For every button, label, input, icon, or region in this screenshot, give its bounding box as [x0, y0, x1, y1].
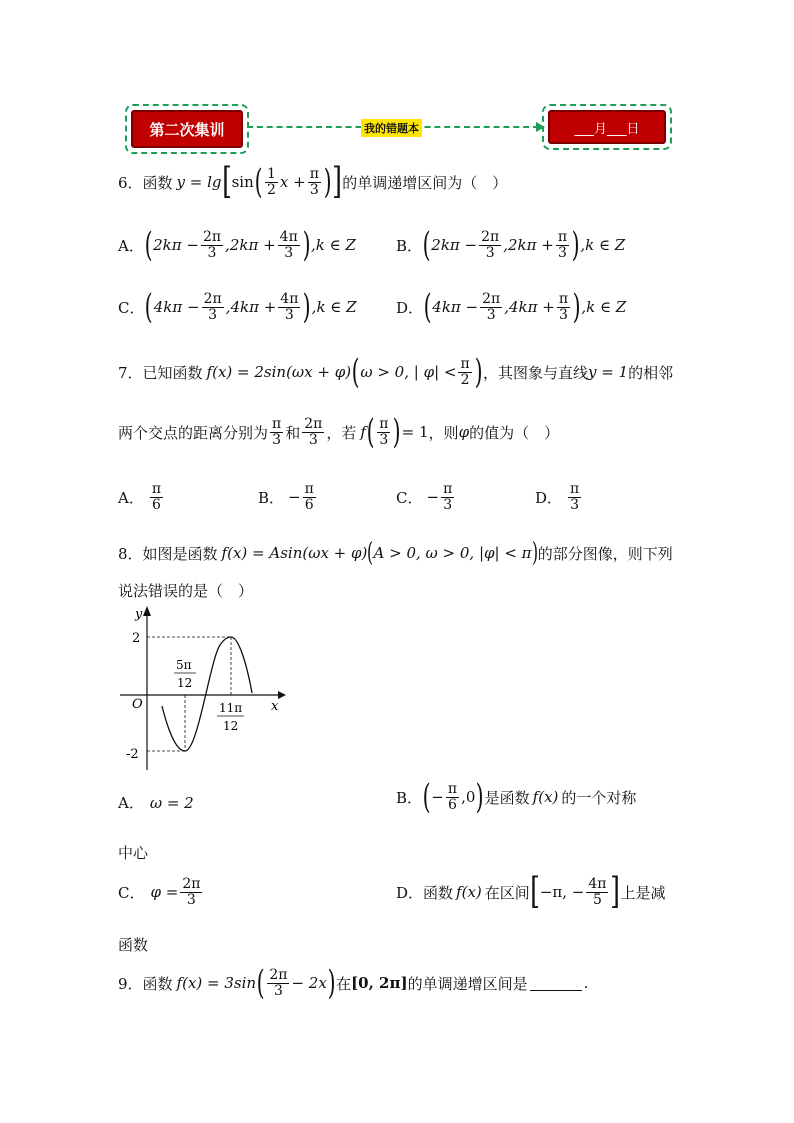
paren-close: ) — [572, 287, 581, 327]
q8-b-frac: $\frac{\pi}{6}$ — [447, 780, 458, 813]
q8-option-d-label: D． — [396, 883, 424, 902]
q8-paren-close: ) — [531, 538, 538, 568]
header-left-title: 第二次集训 — [131, 110, 243, 148]
q8-d-f: f(x) — [456, 883, 482, 901]
q8-b-paren-close: ) — [476, 777, 485, 817]
option-sign: − — [288, 488, 301, 507]
left-frac: $\frac{2\pi}{3}$ — [481, 228, 500, 261]
tail-term: ,k ∈ Z — [311, 298, 357, 316]
q8-line2: 说法错误的是（ ） — [118, 582, 254, 600]
q8-b-end: 的一个对称 — [561, 788, 637, 807]
left-frac: $\frac{2\pi}{3}$ — [202, 228, 222, 261]
option-label: D． — [535, 488, 563, 507]
mid-term: ,4kπ + — [225, 298, 277, 316]
option-label: D． — [396, 298, 424, 317]
tail-term: ,k ∈ Z — [580, 236, 626, 254]
q7-f: f — [360, 423, 366, 441]
q8-option-a[interactable] — [118, 792, 194, 813]
paren-open: ( — [423, 287, 432, 327]
option-frac: $\frac{\pi}{3}$ — [570, 481, 580, 513]
q8-d-end: 上是减 — [620, 883, 666, 902]
q9-answer-blank[interactable] — [530, 976, 582, 991]
tail-term: ,k ∈ Z — [311, 236, 356, 254]
question-8-line2 — [118, 580, 253, 601]
q8-func: f(x) = Asin(ωx + φ) — [221, 544, 368, 562]
y-tick-top: 2 — [132, 631, 141, 646]
left-term: 4kπ − — [153, 298, 200, 316]
q8-option-b[interactable] — [396, 777, 637, 817]
q9-end: . — [583, 974, 589, 992]
q7-paren-close: ) — [474, 352, 483, 392]
q6-frac-half: $\frac{1}{2}$ — [267, 165, 276, 198]
mistake-book-label: 我的错题本 — [361, 119, 422, 137]
left-term: 4kπ − — [432, 298, 479, 316]
q7-line2-prefix: 两个交点的距离分别为 — [118, 423, 269, 442]
header-left-box — [125, 104, 249, 154]
paren-close: ) — [303, 287, 312, 327]
q7-f-paren-close: ) — [393, 412, 402, 452]
q8-option-c[interactable] — [118, 877, 204, 907]
q7-prefix: 7．已知函数 — [118, 363, 203, 382]
q6-x: x + — [279, 173, 306, 191]
left-frac: $\frac{2\pi}{3}$ — [482, 290, 501, 323]
q8-c-frac: $\frac{2\pi}{3}$ — [182, 876, 201, 908]
tail-term: ,k ∈ Z — [581, 298, 627, 316]
q9-func: f(x) = 3sin — [176, 974, 257, 992]
q6-sin: sin — [231, 173, 254, 191]
q7-f-paren-open: ( — [366, 412, 375, 452]
right-frac: $\frac{\pi}{3}$ — [558, 290, 569, 323]
option-label: C． — [396, 488, 423, 507]
tick1-den: 12 — [177, 676, 193, 690]
q8-option-a-text: ω = 2 — [149, 793, 194, 812]
y-axis-arrow — [143, 606, 151, 616]
q8-d-frac: $\frac{4\pi}{5}$ — [588, 875, 607, 908]
q8-option-d-wrap — [118, 934, 148, 955]
q7-frac-2pi3: $\frac{2\pi}{3}$ — [304, 415, 323, 448]
right-frac: $\frac{4\pi}{3}$ — [280, 290, 299, 323]
paren-open: ( — [144, 225, 153, 265]
x-axis-arrow — [278, 691, 286, 699]
q9-inner: − 2x — [291, 974, 327, 992]
q6-option-a[interactable] — [118, 225, 356, 265]
q8-paren-open: ( — [367, 538, 374, 568]
y-axis-label: y — [135, 607, 143, 622]
q7-suffix: ，其图象与直线 — [482, 363, 588, 382]
option-label: C． — [118, 298, 145, 317]
q8-option-b-wrap — [118, 842, 148, 863]
q8-b-suffix: 是函数 — [484, 788, 530, 807]
question-7-line2 — [118, 412, 560, 452]
tick2-num: 11π — [219, 701, 243, 715]
origin-label: O — [132, 697, 143, 712]
x-axis-label: x — [271, 699, 279, 714]
q9-suffix: 的单调递增区间是 — [407, 974, 528, 993]
q8-cond: A > 0, ω > 0, |φ| < π — [373, 544, 532, 562]
q7-line2-tail: 的值为（ ） — [469, 423, 560, 442]
mid-term: ,2kπ + — [225, 236, 276, 254]
q9-paren-open: ( — [256, 963, 265, 1003]
question-7-line1 — [118, 352, 674, 392]
q6-bracket-close: ] — [332, 161, 343, 202]
question-9 — [118, 963, 589, 1003]
q7-line-y: y = 1 — [587, 363, 629, 381]
q8-b-neg: − — [431, 788, 444, 806]
right-frac: $\frac{4\pi}{3}$ — [279, 228, 298, 261]
q7-func: f(x) = 2sin(ωx + φ) — [206, 363, 352, 381]
q7-paren-open: ( — [351, 352, 360, 392]
paren-close: ) — [302, 225, 311, 265]
option-label: A． — [118, 488, 144, 507]
paren-close: ) — [571, 225, 580, 265]
q8-d-prefix: 函数 — [423, 883, 454, 902]
q7-end: 的相邻 — [628, 363, 674, 382]
mid-term: ,4kπ + — [504, 298, 555, 316]
option-frac: $\frac{\pi}{6}$ — [151, 481, 162, 513]
paren-open: ( — [145, 287, 154, 327]
tick1-num: 5π — [176, 658, 192, 672]
sine-curve — [162, 637, 252, 751]
option-frac: $\frac{\pi}{3}$ — [443, 481, 453, 513]
question-6 — [118, 161, 508, 202]
q7-frac-pi2: $\frac{\pi}{2}$ — [460, 355, 470, 388]
option-label: A． — [118, 236, 144, 255]
option-sign: − — [426, 488, 440, 507]
q7-frac-pi3: $\frac{\pi}{3}$ — [272, 415, 282, 448]
q8-option-d[interactable] — [396, 871, 666, 912]
right-frac: $\frac{\pi}{3}$ — [557, 228, 568, 261]
q8-suffix: 的部分图像，则下列 — [537, 544, 673, 563]
q7-eq1: = 1 — [401, 423, 429, 441]
mid-term: ,2kπ + — [503, 236, 554, 254]
option-label: B． — [258, 488, 285, 507]
left-term: 2kπ − — [431, 236, 478, 254]
q6-suffix: 的单调递增区间为（ ） — [342, 173, 508, 192]
q7-phi: φ — [458, 423, 470, 441]
q8-d-mid: 在区间 — [484, 883, 530, 902]
q9-mid: 在 — [336, 974, 352, 993]
q7-option-d[interactable] — [535, 482, 583, 512]
q9-interval: [0, 2π] — [351, 974, 408, 992]
q8-b-f: f(x) — [532, 788, 559, 806]
q9-prefix: 9．函数 — [118, 974, 173, 993]
q7-option-c[interactable] — [396, 482, 456, 512]
q7-option-a[interactable] — [118, 482, 165, 512]
q6-paren-close: ) — [323, 162, 332, 202]
q8-graph — [110, 600, 300, 780]
header-right-box — [542, 104, 672, 150]
q7-cond: ω > 0, | φ| < — [360, 363, 457, 381]
tick2-den: 12 — [223, 719, 239, 733]
q8-prefix: 8．如图是函数 — [118, 544, 218, 563]
option-frac: $\frac{\pi}{6}$ — [304, 481, 314, 513]
q7-option-b[interactable] — [258, 482, 318, 512]
q8-d-bracket-close: ] — [610, 871, 621, 912]
left-frac: $\frac{2\pi}{3}$ — [203, 290, 222, 323]
q6-frac-pi3: $\frac{\pi}{3}$ — [309, 165, 319, 198]
q8-b-zero: ,0 — [461, 788, 476, 806]
q6-option-b[interactable] — [396, 225, 626, 265]
q8-option-b-label: B． — [396, 788, 423, 807]
q9-paren-close: ) — [327, 963, 336, 1003]
q6-prefix: 6．函数 — [118, 173, 173, 192]
q6-option-c[interactable] — [118, 287, 357, 327]
left-term: 2kπ − — [153, 236, 199, 254]
q8-d-bracket-open: [ — [529, 871, 540, 912]
q6-paren-open: ( — [254, 162, 263, 202]
q7-line2-end: ，则 — [428, 423, 459, 442]
q8-option-a-label: A． — [118, 794, 144, 812]
question-8-line1 — [118, 540, 673, 566]
q8-b-wrap: 中心 — [118, 844, 149, 862]
q8-c-var: φ = — [150, 883, 179, 902]
paren-open: ( — [422, 225, 431, 265]
q7-line2-mid: ，若 — [326, 423, 357, 442]
q8-d-left: −π, − — [539, 883, 585, 901]
q7-f-arg: $\frac{\pi}{3}$ — [379, 415, 389, 448]
q6-func: y = lg — [176, 173, 222, 191]
q8-option-c-label: C． — [118, 883, 145, 902]
option-label: B． — [396, 236, 423, 255]
q9-frac: $\frac{2\pi}{3}$ — [269, 966, 288, 999]
q8-b-paren-open: ( — [422, 777, 431, 817]
q6-option-d[interactable] — [396, 287, 627, 327]
q8-d-wrap: 函数 — [118, 936, 149, 954]
q7-and: 和 — [285, 423, 301, 442]
q6-bracket-open: [ — [221, 161, 232, 202]
y-tick-bottom: -2 — [126, 747, 139, 762]
header-date-field[interactable]: ___月___日 — [548, 110, 666, 144]
